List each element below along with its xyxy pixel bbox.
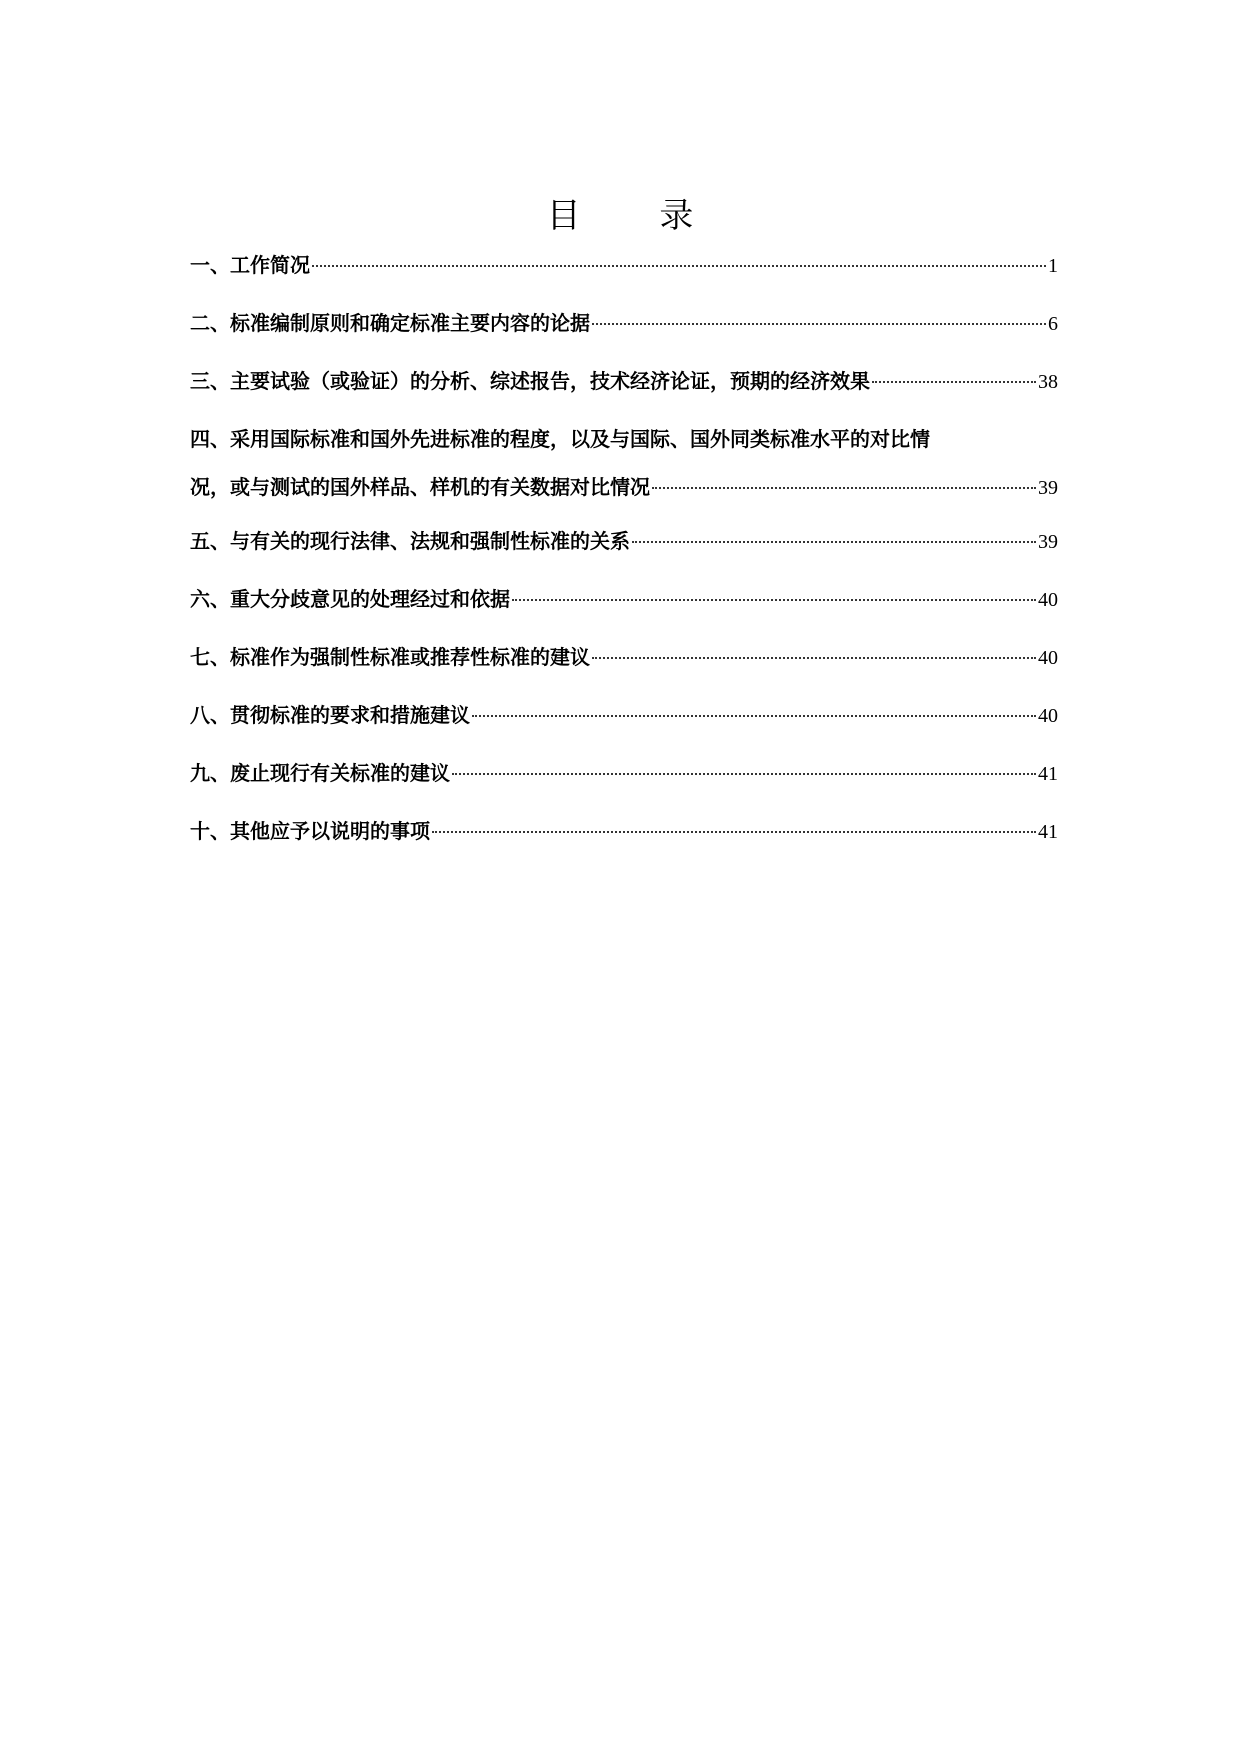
- toc-page-number: 40: [1038, 589, 1058, 611]
- toc-page-number: 1: [1048, 255, 1058, 277]
- toc-leader-dots: [472, 715, 1036, 717]
- toc-entry[interactable]: [190, 584, 1058, 614]
- toc-page-number: 6: [1048, 313, 1058, 335]
- toc-entry-text: 况，或与测试的国外样品、样机的有关数据对比情况: [190, 475, 650, 499]
- toc-entry-text: 五、与有关的现行法律、法规和强制性标准的关系: [190, 529, 630, 553]
- toc-leader-dots: [632, 541, 1036, 543]
- toc-entry[interactable]: [190, 308, 1058, 338]
- toc-page-number: 40: [1038, 647, 1058, 669]
- toc-entry-text: 九、废止现行有关标准的建议: [190, 761, 450, 785]
- toc-page-number: 39: [1038, 531, 1058, 553]
- toc-entry[interactable]: [190, 366, 1058, 396]
- toc-entry-text: 六、重大分歧意见的处理经过和依据: [190, 587, 510, 611]
- toc-leader-dots: [452, 773, 1036, 775]
- toc-page-number: 38: [1038, 371, 1058, 393]
- toc-entry[interactable]: [190, 424, 1058, 502]
- toc-page-number: 39: [1038, 477, 1058, 499]
- toc-entry[interactable]: [190, 816, 1058, 846]
- toc-leader-dots: [652, 487, 1036, 489]
- toc-page-number: 40: [1038, 705, 1058, 727]
- toc-leader-dots: [872, 381, 1036, 383]
- page-title: 目 录: [546, 196, 728, 236]
- toc-leader-dots: [432, 831, 1036, 833]
- toc-entry[interactable]: [190, 700, 1058, 730]
- toc-leader-dots: [592, 657, 1036, 659]
- toc-entry[interactable]: [190, 250, 1058, 280]
- toc-entry[interactable]: [190, 758, 1058, 788]
- toc-page-number: 41: [1038, 763, 1058, 785]
- toc-leader-dots: [592, 323, 1046, 325]
- toc-page-number: 41: [1038, 821, 1058, 843]
- toc-entry-text-line1: 四、采用国际标准和国外先进标准的程度，以及与国际、国外同类标准水平的对比情: [190, 427, 930, 451]
- toc-entry-text: 十、其他应予以说明的事项: [190, 819, 430, 843]
- toc-leader-dots: [512, 599, 1036, 601]
- toc-leader-dots: [312, 265, 1046, 267]
- toc-entry-text: 二、标准编制原则和确定标准主要内容的论据: [190, 311, 590, 335]
- toc-entry[interactable]: [190, 642, 1058, 672]
- toc-entry[interactable]: [190, 526, 1058, 556]
- toc-entry-text: 一、工作简况: [190, 253, 310, 277]
- toc-entry-text: 七、标准作为强制性标准或推荐性标准的建议: [190, 645, 590, 669]
- toc-entry-text: 三、主要试验（或验证）的分析、综述报告，技术经济论证，预期的经济效果: [190, 369, 870, 393]
- toc-entry-text: 八、贯彻标准的要求和措施建议: [190, 703, 470, 727]
